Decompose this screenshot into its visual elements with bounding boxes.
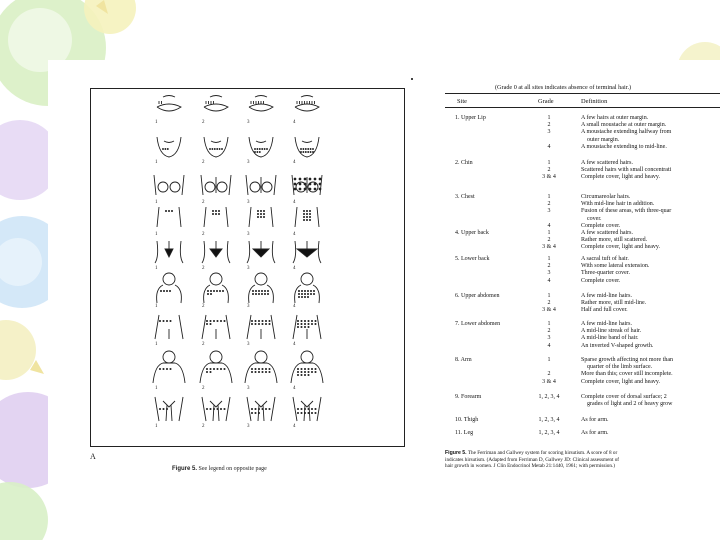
thigh-sketch [202,397,230,421]
grade-value: 3 & 4 [542,244,556,251]
row-grades [533,417,565,424]
thigh-sketch [247,397,275,421]
left-caption-label: Figure 5. [172,466,198,472]
upper-abdomen-sketch [295,207,319,227]
grade-value: 4 [547,277,551,284]
row-definitions [581,160,671,182]
grade-number-label: 3 [247,342,250,347]
arm-sketch [200,351,232,383]
lower-back-sketch [247,315,275,339]
row-definitions [581,115,671,151]
definition-line: Rather more, still mid-line. [581,300,647,307]
table-figure-caption [445,450,720,470]
table-caption-line: hair growth in women. J Clin Endocrinol Metab 21:1440, 1961; with permission.) [445,463,616,470]
grade-number-label: 4 [293,160,296,165]
definition-line: As for arm. [581,430,609,436]
definition-line: Complete cover of dorsal surface; 2 [581,394,667,400]
grade-value: 4 [547,143,551,150]
definition-line: cover. [587,215,602,222]
row-definitions [581,230,660,252]
definition-line: Complete cover, light and heavy. [581,244,661,251]
upper-back-sketch [249,273,274,303]
grade-number-label: 3 [247,120,250,125]
grade-number-label: 3 [247,266,250,271]
ferriman-gallwey-table [445,84,720,446]
thigh-sketch [293,397,321,421]
panel-letter: A [90,452,96,461]
upper-back-sketch [295,273,320,303]
row-definitions [581,394,672,408]
upper-lip-sketch [157,96,181,112]
grade-value: 4 [547,222,551,229]
grade-value: 3 [547,129,551,136]
grade-number-label: 4 [293,266,296,271]
row-site: 11. Leg [455,430,474,436]
row-grades [533,293,565,315]
row-definitions [581,357,673,386]
grade-value: 1, 2, 3, 4 [538,417,560,423]
grade-number-label: 1 [155,424,158,429]
arm-sketch [153,351,185,383]
definition-line: A few mid-line hairs. [581,321,632,327]
thigh-sketch [155,397,183,421]
row-grades [533,321,565,350]
grade-number-label: 1 [155,386,158,391]
grade-value: 2 [547,300,551,307]
row-definitions [581,417,609,424]
grade-number-label: 2 [202,266,205,271]
grade-value: 3 & 4 [542,307,556,314]
grade-number-label: 4 [293,200,296,205]
bubble-yellow-mid [0,320,36,380]
upper-abdomen-sketch [204,207,228,227]
lower-abdomen-sketch [247,241,275,263]
grade-number-label: 2 [202,304,205,309]
grade-value [533,216,565,223]
definition-line: With mid-line hair in addition. [581,201,655,208]
arm-sketch [245,351,277,383]
row-site: 2. Chin [455,160,473,166]
upper-back-sketch [157,273,182,303]
left-figure-caption [172,466,267,472]
grade-value [533,364,565,371]
definition-line: Circumareolar hairs. [581,194,631,200]
table-header-note: (Grade 0 at all sites indicates absence of terminal hair.) [495,84,632,91]
grade-number-label: 1 [155,304,158,309]
row-definitions [581,430,609,437]
grade-number-label: 4 [293,424,296,429]
grade-number-label: 1 [155,266,158,271]
row-site: 9. Forearm [455,394,482,400]
chin-sketch [249,137,273,157]
grade-number-label: 3 [247,160,250,165]
table-caption-line: The Ferriman and Gallwey system for scoring hirsutism. A score of 8 or [467,450,618,456]
row-grades [533,230,565,252]
chin-sketch [157,137,181,157]
grade-value: 3 [547,208,551,215]
definition-line: A moustache extending to mid-line. [581,143,667,150]
grade-value: 1, 2, 3, 4 [538,394,560,400]
definition-line: With some lateral extension. [581,263,650,270]
grade-value: 1 [547,194,551,200]
row-site: 8. Arm [455,357,472,363]
column-header-grade: Grade [538,98,554,105]
bubble-green-bottom [0,482,48,540]
column-header-definition: Definition [581,98,608,105]
grade-number-label: 1 [155,342,158,347]
definition-line: Rather more, still scattered. [581,237,648,244]
row-site: 4. Upper back [455,230,489,236]
table-header-rule [445,107,720,108]
grade-value: 2 [547,122,551,129]
upper-abdomen-sketch [249,207,273,227]
definition-line: A few scattered hairs. [581,160,633,166]
grade-number-label: 3 [247,386,250,391]
table-top-rule [445,93,720,94]
grade-value: 2 [547,371,551,378]
grade-number-label: 4 [293,342,296,347]
body-region-illustrations [91,89,404,446]
chest-sketch [246,175,276,195]
lower-abdomen-sketch [293,241,321,263]
grade-number-label: 3 [247,304,250,309]
grade-value: 3 & 4 [542,174,556,181]
grade-value: 1 [547,321,551,327]
hirsutism-diagram-figure [90,88,405,447]
definition-line: Half and full cover. [581,307,628,314]
grade-value: 1 [547,293,551,299]
column-header-site: Site [457,98,467,105]
upper-back-sketch [204,273,229,303]
definition-line: A sacral tuft of hair. [581,256,629,262]
grade-number-label: 2 [202,160,205,165]
grade-value [533,137,565,144]
grade-value: 1 [547,256,551,262]
row-grades [533,256,565,285]
grade-value: 2 [547,201,551,208]
definition-line: A mid-line streak of hair. [581,328,642,335]
grade-value: 2 [547,328,551,335]
grade-number-label: 4 [293,386,296,391]
definition-line: Complete cover, light and heavy. [581,174,661,181]
definition-line: Sparse growth affecting not more than [581,357,674,363]
grade-number-label: 1 [155,120,158,125]
definition-line: grades of light and 2 of heavy grow [587,401,673,408]
grade-number-label: 2 [202,386,205,391]
lower-back-sketch [155,315,183,339]
chin-sketch [295,137,319,157]
grade-value: 2 [547,237,551,244]
row-site: 1. Upper Lip [455,115,486,121]
grade-value: 3 [547,270,551,277]
grade-number-label: 4 [293,232,296,237]
definition-line: Complete cover. [581,277,621,284]
definition-line: More than this; cover still incomplete. [581,371,673,378]
chest-sketch [201,175,231,195]
grade-value: 1 [547,230,551,236]
upper-lip-sketch [295,96,319,112]
arm-sketch [291,351,323,383]
row-site: 6. Upper abdomen [455,293,500,299]
grade-value: 1, 2, 3, 4 [538,430,560,436]
definition-line: Complete cover. [581,222,621,229]
grade-number-label: 2 [202,232,205,237]
grade-number-label: 3 [247,200,250,205]
row-grades [533,430,565,437]
upper-abdomen-sketch [157,207,181,227]
row-definitions [581,293,646,315]
row-site: 5. Lower back [455,256,490,262]
lower-abdomen-sketch [155,241,183,263]
left-caption-text: See legend on opposite page [198,466,267,472]
grade-number-label: 4 [293,120,296,125]
grade-value: 2 [547,263,551,270]
grade-number-label: 1 [155,232,158,237]
table-caption-label: Figure 5. [445,450,467,456]
definition-line: A mid-line band of hair. [581,335,639,342]
grade-number-label: 2 [202,200,205,205]
lower-back-sketch [202,315,230,339]
row-grades [533,194,565,230]
table-caption-line: indicates hirsutism. (Adapted from Ferriman D, Gallwey JD: Clinical assessment of [445,456,620,463]
row-site: 10. Thigh [455,417,479,423]
row-grades [533,115,565,151]
row-grades [533,160,565,182]
grade-value: 3 & 4 [542,378,556,385]
definition-line: Fusion of these areas, with three-quar [581,208,672,215]
grade-value: 4 [547,342,551,349]
grade-number-label: 2 [202,342,205,347]
definition-line: Scattered hairs with small concentrati [581,167,672,174]
grade-number-label: 2 [202,120,205,125]
row-definitions [581,321,653,350]
grade-number-label: 3 [247,424,250,429]
scan-speck [411,78,413,80]
grade-value: 2 [547,167,551,174]
chin-sketch [204,137,228,157]
upper-lip-sketch [204,96,228,112]
lower-back-sketch [293,315,321,339]
definition-line: outer margin. [587,136,620,143]
definition-line: A few mid-line hairs. [581,293,632,299]
definition-line: A moustache extending halfway from [581,129,672,136]
grade-number-label: 3 [247,232,250,237]
row-grades [533,394,565,401]
row-definitions [581,194,671,230]
grade-number-label: 4 [293,304,296,309]
chest-sketch [292,175,322,195]
grade-value: 1 [547,115,551,121]
row-site: 7. Lower abdomen [455,321,501,327]
definition-line: A small moustache at outer margin. [581,122,667,129]
definition-line: quarter of the limb surface. [587,364,653,371]
definition-line: A few hairs at outer margin. [581,115,649,121]
definition-line: As for arm. [581,417,609,423]
chest-sketch [154,175,184,195]
lower-abdomen-sketch [202,241,230,263]
row-site: 3. Chest [455,194,475,200]
definition-line: An inverted V-shaped growth. [581,342,654,349]
upper-lip-sketch [249,96,273,112]
row-definitions [581,256,649,285]
grade-value: 1 [547,357,551,363]
grade-number-label: 2 [202,424,205,429]
grade-value: 1 [547,160,551,166]
definition-line: Complete cover, light and heavy. [581,378,661,385]
grade-number-label: 1 [155,160,158,165]
row-grades [533,357,565,386]
definition-line: A few scattered hairs. [581,230,633,236]
definition-line: Three-quarter cover. [581,270,630,277]
grade-number-label: 1 [155,200,158,205]
grade-value: 3 [547,335,551,342]
